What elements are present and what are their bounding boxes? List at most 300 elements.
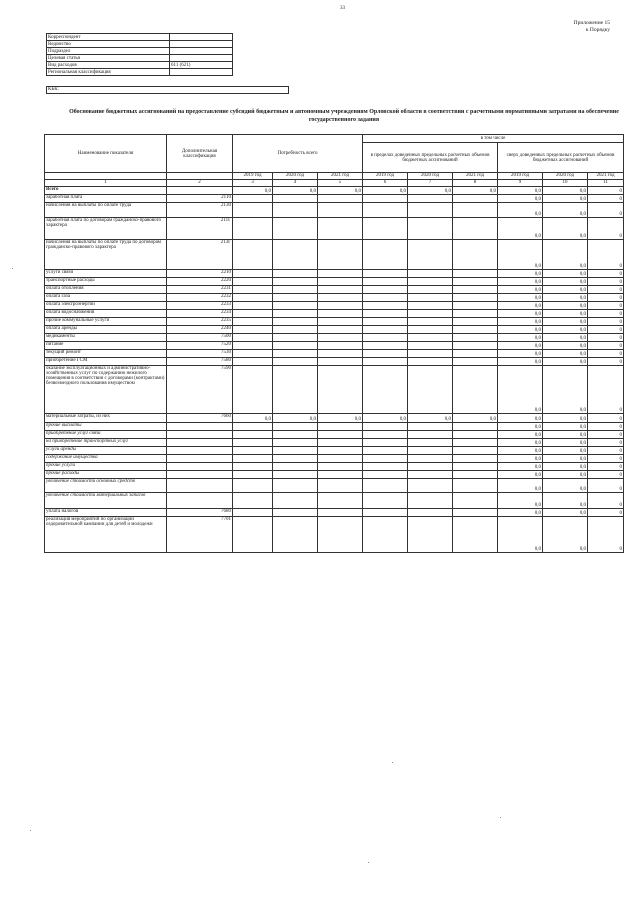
value-cell (453, 294, 498, 302)
value-cell (233, 463, 273, 471)
value-cell: 0,0 (543, 447, 588, 455)
value-cell: 0,0 (318, 187, 363, 195)
value-cell (233, 431, 273, 439)
table-row (45, 195, 624, 203)
table-row (45, 342, 624, 350)
value-cell (453, 278, 498, 286)
value-cell: 0,0 (498, 310, 543, 318)
value-cell (273, 455, 318, 463)
value-cell: 0 (588, 218, 624, 240)
value-cell: 0 (588, 350, 624, 358)
value-cell (273, 350, 318, 358)
scan-speck (30, 830, 31, 831)
row-name: оплата отопления (45, 286, 167, 294)
value-cell (363, 195, 408, 203)
value-cell (453, 517, 498, 553)
header-above-limits: сверх доведенных предельных расчетных объемов бюджетных ассигнований (498, 143, 624, 173)
value-cell: 0 (588, 439, 624, 447)
value-cell: 0 (588, 318, 624, 326)
value-cell (363, 493, 408, 509)
value-cell: 0,0 (498, 471, 543, 479)
value-cell (233, 318, 273, 326)
value-cell (318, 431, 363, 439)
value-cell: 0,0 (543, 203, 588, 218)
table-row (45, 187, 624, 195)
value-cell: 0,0 (498, 479, 543, 493)
value-cell: 0,0 (543, 286, 588, 294)
value-cell (273, 278, 318, 286)
table-row (45, 479, 624, 493)
row-name: уплата налогов (45, 509, 167, 517)
value-cell: 0 (588, 463, 624, 471)
value-cell (363, 318, 408, 326)
value-cell (233, 509, 273, 517)
row-name: заработная плата по договорам гражданско-правового характера (45, 218, 167, 240)
value-cell (408, 342, 453, 350)
year-header: 2020 год (273, 173, 318, 180)
value-cell: 0,0 (498, 431, 543, 439)
value-cell (363, 278, 408, 286)
value-cell (273, 447, 318, 455)
value-cell: 0,0 (543, 366, 588, 414)
row-name: транспортные расходы (45, 278, 167, 286)
value-cell (363, 439, 408, 447)
row-code: 7520 (167, 342, 233, 350)
appendix-line-2: к Порядку (585, 27, 610, 33)
value-cell (318, 334, 363, 342)
value-cell: 0,0 (543, 471, 588, 479)
row-code: 2234 (167, 310, 233, 318)
row-code: 2235 (167, 318, 233, 326)
value-cell: 0 (588, 517, 624, 553)
meta-value (170, 48, 233, 55)
year-header: 2019 год (363, 173, 408, 180)
value-cell: 0,0 (498, 240, 543, 270)
value-cell (363, 423, 408, 431)
value-cell (363, 203, 408, 218)
value-cell: 0 (588, 334, 624, 342)
column-number: 10 (543, 180, 588, 187)
value-cell (273, 195, 318, 203)
value-cell: 0,0 (543, 479, 588, 493)
kbk-field: КБК: (46, 86, 289, 94)
row-code (167, 187, 233, 195)
value-cell: 0 (588, 310, 624, 318)
row-name: услуги связи (45, 270, 167, 278)
value-cell (273, 240, 318, 270)
meta-value: 611 (621) (170, 62, 233, 69)
value-cell (408, 318, 453, 326)
row-code: 2130 (167, 203, 233, 218)
value-cell (273, 218, 318, 240)
row-name: услуги аренды (45, 447, 167, 455)
value-cell: 0,0 (543, 270, 588, 278)
row-code (167, 493, 233, 509)
value-cell: 0 (588, 270, 624, 278)
row-name: прочие выплаты (45, 423, 167, 431)
row-name: питание (45, 342, 167, 350)
value-cell (363, 431, 408, 439)
value-cell (453, 447, 498, 455)
value-cell: 0,0 (543, 463, 588, 471)
row-code: 2231 (167, 286, 233, 294)
column-number: 2 (167, 180, 233, 187)
value-cell (318, 203, 363, 218)
table-row (45, 278, 624, 286)
meta-key: Целевая статья (47, 55, 170, 62)
value-cell (453, 302, 498, 310)
meta-key: Региональная классификация (47, 69, 170, 76)
row-name: оплата газа (45, 294, 167, 302)
row-code: 211Г (167, 218, 233, 240)
value-cell (453, 270, 498, 278)
value-cell: 0,0 (543, 302, 588, 310)
value-cell: 0,0 (543, 318, 588, 326)
value-cell (453, 423, 498, 431)
value-cell (318, 218, 363, 240)
value-cell: 0,0 (498, 187, 543, 195)
value-cell: 0 (588, 423, 624, 431)
value-cell: 0,0 (543, 294, 588, 302)
value-cell (363, 471, 408, 479)
value-cell: 0,0 (543, 240, 588, 270)
value-cell (363, 455, 408, 463)
value-cell (453, 334, 498, 342)
value-cell (408, 455, 453, 463)
value-cell (273, 270, 318, 278)
header-within-limits: в пределах доведенных предельных расчетных объемов бюджетных ассигнований (363, 143, 498, 173)
value-cell (363, 479, 408, 493)
table-row (45, 302, 624, 310)
value-cell (273, 334, 318, 342)
value-cell: 0,0 (498, 318, 543, 326)
value-cell (408, 294, 453, 302)
table-row (45, 350, 624, 358)
meta-row (47, 34, 233, 41)
value-cell: 0,0 (543, 493, 588, 509)
table-row (45, 218, 624, 240)
value-cell (453, 326, 498, 334)
value-cell (363, 366, 408, 414)
value-cell (318, 278, 363, 286)
year-header: 2021 год (453, 173, 498, 180)
value-cell: 0,0 (543, 350, 588, 358)
value-cell: 0,0 (363, 187, 408, 195)
value-cell (363, 302, 408, 310)
value-cell: 0 (588, 431, 624, 439)
row-code: 7500 (167, 334, 233, 342)
value-cell (408, 310, 453, 318)
column-number: 8 (453, 180, 498, 187)
value-cell (318, 493, 363, 509)
value-cell (273, 517, 318, 553)
value-cell (408, 463, 453, 471)
value-cell (273, 203, 318, 218)
column-number: 9 (498, 180, 543, 187)
value-cell: 0,0 (318, 414, 363, 423)
value-cell (453, 342, 498, 350)
appendix-line-1: Приложение 15 (573, 20, 610, 26)
value-cell: 0,0 (498, 294, 543, 302)
row-name: текущий ремонт (45, 350, 167, 358)
value-cell: 0,0 (543, 358, 588, 366)
meta-value (170, 41, 233, 48)
value-cell (273, 358, 318, 366)
value-cell (318, 439, 363, 447)
value-cell (233, 479, 273, 493)
value-cell (233, 342, 273, 350)
value-cell: 0,0 (543, 509, 588, 517)
value-cell: 0,0 (498, 358, 543, 366)
value-cell (273, 366, 318, 414)
value-cell: 0,0 (498, 350, 543, 358)
column-number: 6 (363, 180, 408, 187)
value-cell: 0,0 (498, 447, 543, 455)
value-cell (453, 455, 498, 463)
meta-row (47, 69, 233, 76)
value-cell (363, 447, 408, 455)
row-name: приобретение ГСМ (45, 358, 167, 366)
value-cell (408, 270, 453, 278)
value-cell (318, 286, 363, 294)
value-cell (273, 439, 318, 447)
table-row (45, 447, 624, 455)
value-cell (233, 286, 273, 294)
value-cell: 0 (588, 342, 624, 350)
table-row (45, 334, 624, 342)
value-cell (408, 218, 453, 240)
value-cell: 0,0 (498, 414, 543, 423)
scan-speck (12, 268, 13, 269)
value-cell (453, 218, 498, 240)
value-cell: 0,0 (543, 342, 588, 350)
table-row (45, 493, 624, 509)
value-cell (408, 439, 453, 447)
value-cell (273, 479, 318, 493)
value-cell: 0,0 (233, 187, 273, 195)
value-cell (453, 509, 498, 517)
value-cell: 0,0 (543, 310, 588, 318)
value-cell (453, 310, 498, 318)
value-cell (453, 463, 498, 471)
row-name: заработная плата (45, 195, 167, 203)
value-cell (233, 447, 273, 455)
value-cell (273, 463, 318, 471)
row-code (167, 463, 233, 471)
value-cell (233, 302, 273, 310)
value-cell (408, 471, 453, 479)
value-cell (408, 358, 453, 366)
value-cell (318, 455, 363, 463)
value-cell (273, 342, 318, 350)
value-cell (408, 493, 453, 509)
budget-table (44, 134, 624, 553)
value-cell (408, 517, 453, 553)
value-cell (408, 286, 453, 294)
table-row (45, 310, 624, 318)
value-cell (318, 326, 363, 334)
value-cell: 0 (588, 366, 624, 414)
row-code: 213Г (167, 240, 233, 270)
value-cell (273, 326, 318, 334)
row-name: прочие расходы (45, 471, 167, 479)
year-header: 2020 год (408, 173, 453, 180)
value-cell: 0 (588, 240, 624, 270)
row-code (167, 431, 233, 439)
value-cell: 0,0 (543, 423, 588, 431)
value-cell (363, 334, 408, 342)
value-cell: 0,0 (498, 423, 543, 431)
table-row (45, 326, 624, 334)
value-cell (233, 423, 273, 431)
row-code: 7590 (167, 366, 233, 414)
value-cell: 0,0 (273, 414, 318, 423)
value-cell (233, 278, 273, 286)
row-code: 2210 (167, 270, 233, 278)
value-cell (408, 326, 453, 334)
table-row (45, 423, 624, 431)
value-cell (318, 294, 363, 302)
value-cell (273, 286, 318, 294)
table-row (45, 463, 624, 471)
value-cell (273, 509, 318, 517)
value-cell (318, 423, 363, 431)
value-cell (363, 240, 408, 270)
value-cell (273, 318, 318, 326)
header-total-need: Потребность всего (233, 135, 363, 173)
value-cell: 0,0 (498, 203, 543, 218)
value-cell: 0,0 (543, 187, 588, 195)
row-code: 2220 (167, 278, 233, 286)
value-cell: 0 (588, 195, 624, 203)
value-cell (233, 517, 273, 553)
value-cell: 0,0 (498, 286, 543, 294)
value-cell (233, 334, 273, 342)
value-cell (318, 366, 363, 414)
row-name: оплата аренды (45, 326, 167, 334)
year-header: 2021 год (318, 173, 363, 180)
table-row (45, 471, 624, 479)
row-code: 2110 (167, 195, 233, 203)
value-cell (453, 240, 498, 270)
value-cell (233, 294, 273, 302)
row-name: прочие услуги (45, 463, 167, 471)
value-cell: 0 (588, 471, 624, 479)
value-cell (233, 358, 273, 366)
value-cell: 0,0 (498, 366, 543, 414)
value-cell (453, 318, 498, 326)
value-cell (233, 471, 273, 479)
table-row (45, 431, 624, 439)
row-name: оказание эксплуатационных и административно-хозяйственных услуг по содержанию нежилого помещения в соответствии с договорами (контрактами) безвозмездного пользования имуществом (45, 366, 167, 414)
row-code: 2240 (167, 326, 233, 334)
meta-key: Подраздел (47, 48, 170, 55)
value-cell: 0,0 (543, 326, 588, 334)
value-cell (318, 463, 363, 471)
value-cell (273, 294, 318, 302)
value-cell (273, 423, 318, 431)
value-cell (408, 479, 453, 493)
value-cell: 0,0 (273, 187, 318, 195)
table-row (45, 455, 624, 463)
value-cell: 0,0 (408, 414, 453, 423)
meta-table (46, 33, 233, 76)
table-row (45, 286, 624, 294)
header-classification: Дополнительная классификация (167, 135, 233, 173)
value-cell (408, 302, 453, 310)
row-name: оплата электроэнергии (45, 302, 167, 310)
value-cell: 0,0 (543, 414, 588, 423)
value-cell (408, 431, 453, 439)
value-cell (318, 479, 363, 493)
row-code: 7680 (167, 509, 233, 517)
value-cell (318, 471, 363, 479)
column-number: 3 (233, 180, 273, 187)
header-including: в том числе (363, 135, 624, 143)
table-row (45, 517, 624, 553)
value-cell (363, 310, 408, 318)
row-name: Всего (45, 187, 167, 195)
column-number: 4 (273, 180, 318, 187)
meta-key: Ведомство (47, 41, 170, 48)
value-cell: 0 (588, 286, 624, 294)
value-cell: 0,0 (453, 414, 498, 423)
scan-speck (392, 762, 393, 763)
value-cell (318, 358, 363, 366)
column-number: 11 (588, 180, 624, 187)
value-cell (233, 270, 273, 278)
row-name: начисления на выплаты по оплате труда по договорам гражданско-правового характера (45, 240, 167, 270)
row-code: 7530 (167, 350, 233, 358)
value-cell (408, 366, 453, 414)
value-cell: 0,0 (498, 218, 543, 240)
row-code (167, 447, 233, 455)
value-cell (363, 270, 408, 278)
value-cell (273, 471, 318, 479)
year-blank (45, 173, 167, 180)
value-cell (233, 326, 273, 334)
row-code (167, 423, 233, 431)
value-cell (318, 240, 363, 270)
value-cell: 0 (588, 294, 624, 302)
value-cell (408, 350, 453, 358)
table-row (45, 203, 624, 218)
value-cell (318, 447, 363, 455)
table-row (45, 240, 624, 270)
value-cell (233, 366, 273, 414)
value-cell: 0 (588, 302, 624, 310)
value-cell (318, 350, 363, 358)
value-cell: 0,0 (498, 439, 543, 447)
table-row (45, 358, 624, 366)
value-cell (363, 326, 408, 334)
value-cell (408, 423, 453, 431)
value-cell: 0,0 (498, 195, 543, 203)
row-name: медикаменты (45, 334, 167, 342)
value-cell (233, 195, 273, 203)
value-cell (363, 342, 408, 350)
value-cell (273, 493, 318, 509)
value-cell (318, 270, 363, 278)
document-title: Обоснование бюджетных ассигнований на предоставление субсидий бюджетным и автономным учреждениям Орловской области в соответствии с расчетными нормативными затратами на обеспечение государственного задания (69, 109, 619, 123)
value-cell (233, 218, 273, 240)
value-cell: 0,0 (498, 302, 543, 310)
header-name: Наименование показателя (45, 135, 167, 173)
value-cell (363, 517, 408, 553)
value-cell (453, 358, 498, 366)
value-cell: 0,0 (233, 414, 273, 423)
table-row (45, 414, 624, 423)
